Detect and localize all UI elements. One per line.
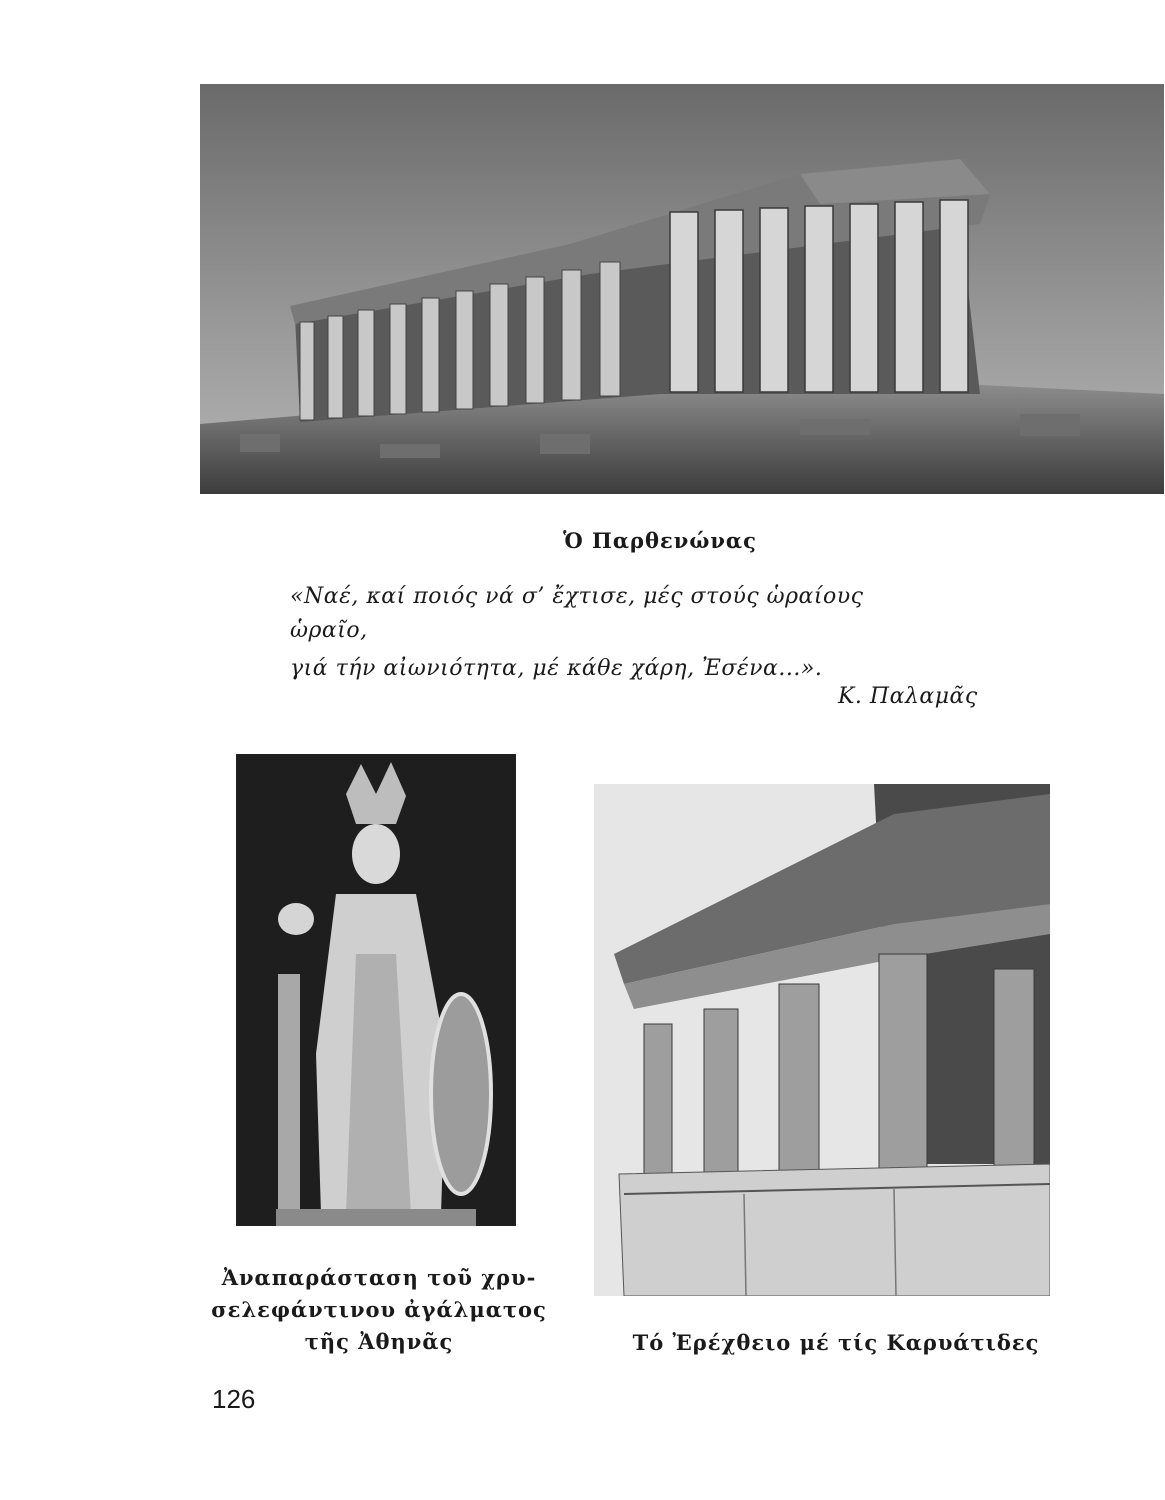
athena-caption-line-3: τῆς Ἀθηνᾶς <box>304 1329 454 1354</box>
athena-statue-photo <box>236 754 516 1226</box>
athena-caption-line-1: Ἀναπαράσταση τοῦ χρυ- <box>221 1265 537 1290</box>
athena-caption-line-2: σελεφάντινου ἀγάλματος <box>211 1297 547 1322</box>
poem-author: Κ. Παλαμᾶς <box>838 684 978 709</box>
page-number: 126 <box>212 1384 256 1414</box>
erechtheion-photo <box>594 784 1050 1296</box>
erechtheion-caption: Τό Ἐρέχθειο μέ τίς Καρυάτιδες <box>632 1330 1040 1355</box>
poem-line-1: «Ναέ, καί ποιός νά σ’ ἔχτισε, μές στούς ὡραίους <box>290 584 864 609</box>
poem-line-3: γιά τήν αἰωνιότητα, μέ κάθε χάρη, Ἐσένα...». <box>290 656 823 681</box>
poem-line-2: ὡραῖο, <box>290 618 368 643</box>
parthenon-photo <box>200 84 1164 494</box>
parthenon-caption: Ὁ Παρθενώνας <box>563 528 757 553</box>
athena-caption <box>200 1262 558 1358</box>
